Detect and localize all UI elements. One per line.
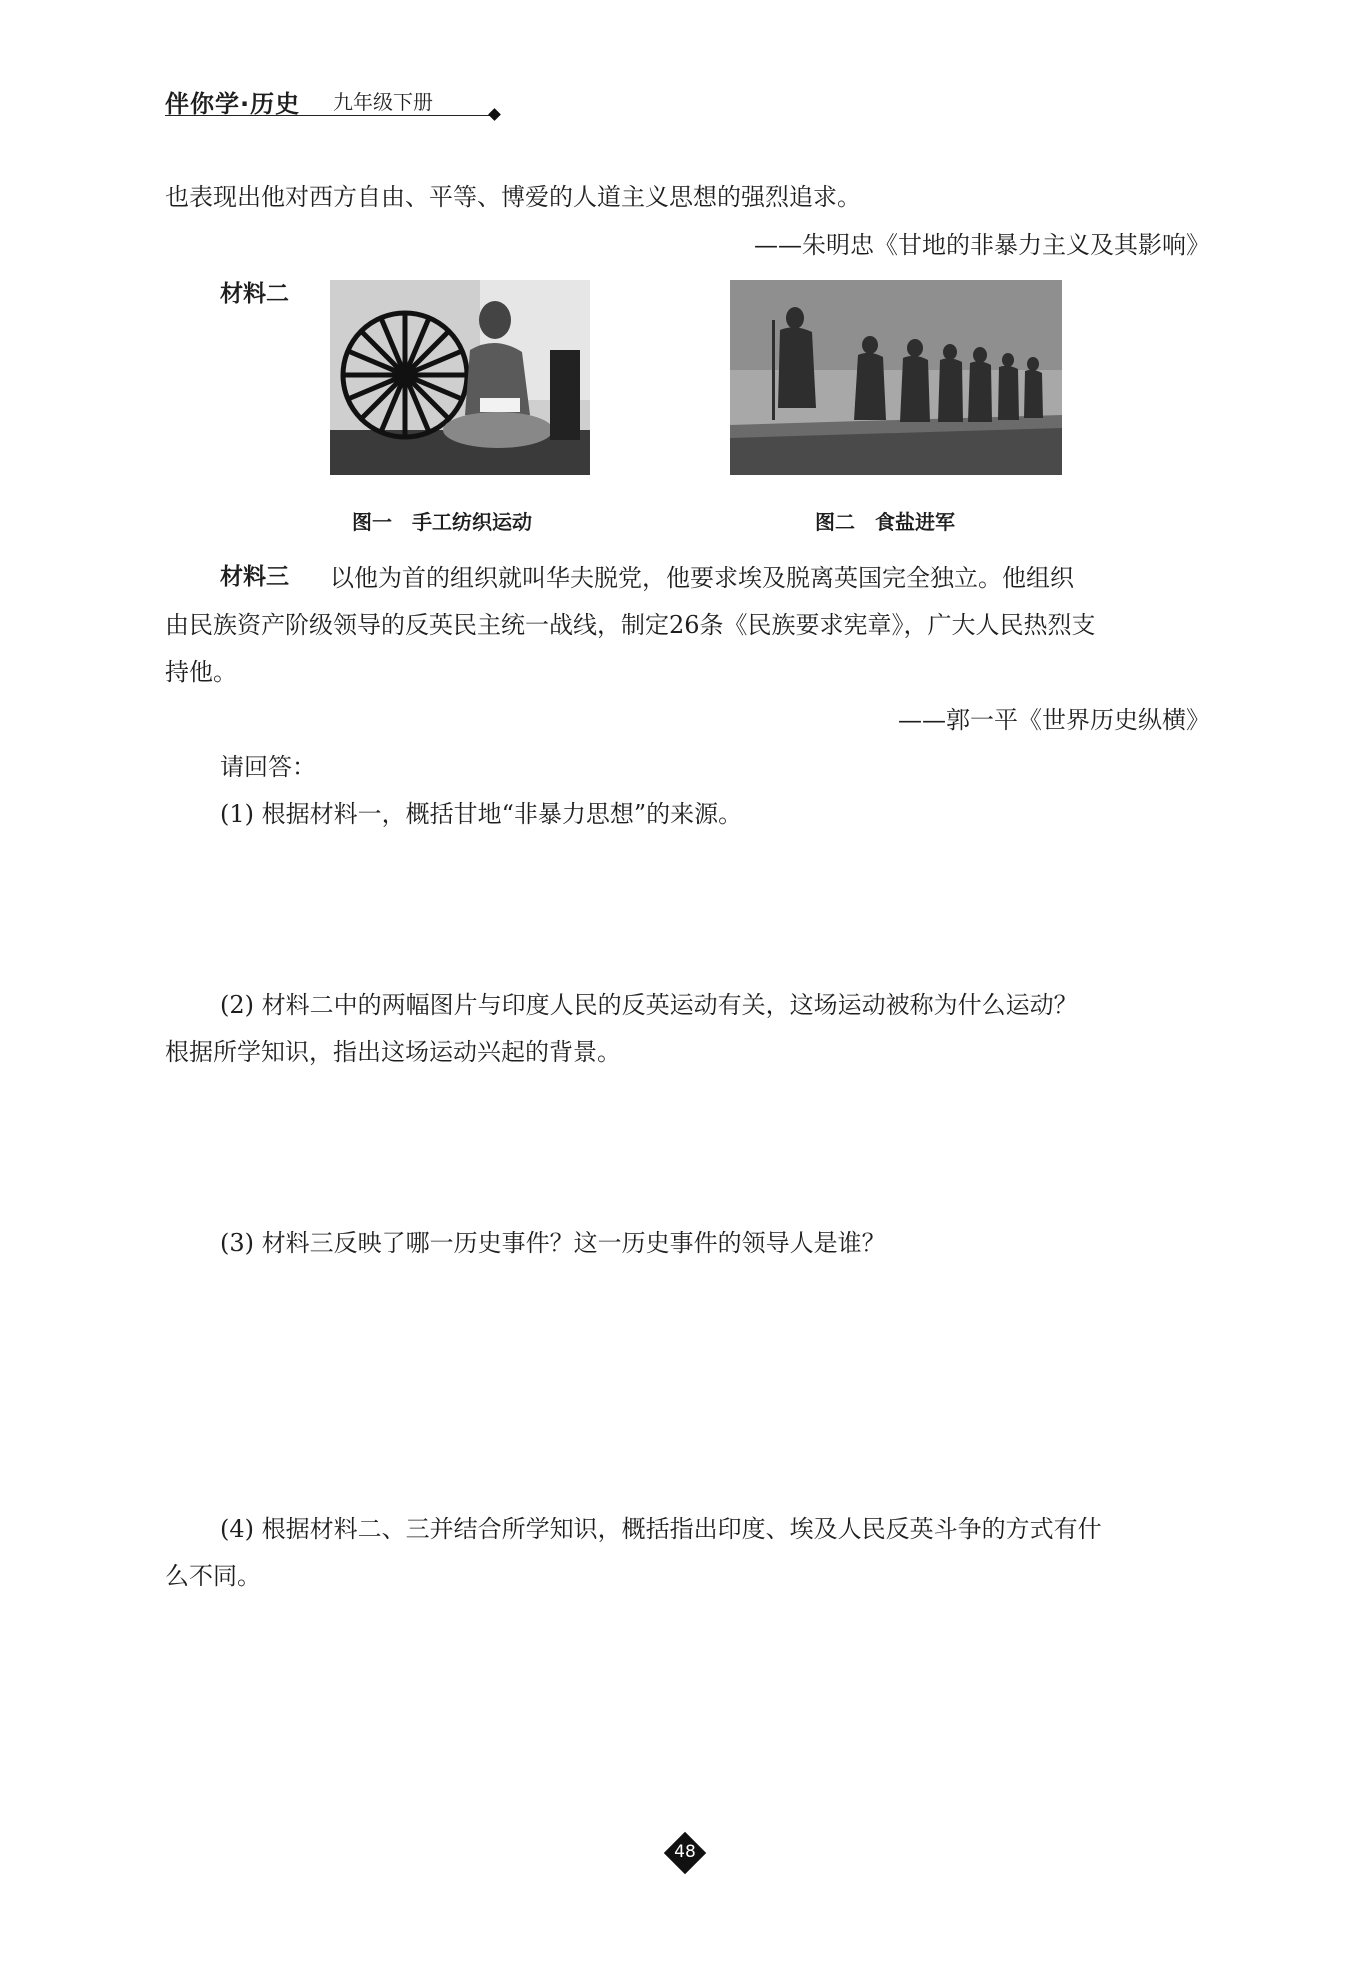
- material-one-source: ——朱明忠《甘地的非暴力主义及其影响》: [754, 231, 1210, 259]
- material-two-label: 材料二: [220, 281, 289, 307]
- material-one-text: 也表现出他对西方自由、平等、博爱的人道主义思想的强烈追求。: [165, 183, 861, 211]
- question-2-line-1: (2) 材料二中的两幅图片与印度人民的反英运动有关，这场运动被称为什么运动？: [220, 991, 1078, 1019]
- header-subtitle: 九年级下册: [333, 90, 433, 114]
- material-three-line-2: 由民族资产阶级领导的反英民主统一战线，制定26条《民族要求宪章》，广大人民热烈支: [165, 611, 1096, 639]
- salt-march-image: [730, 280, 1062, 475]
- header-brand: 伴你学·历史: [165, 90, 301, 118]
- material-three-line-1: 以他为首的组织就叫华夫脱党，他要求埃及脱离英国完全独立。他组织: [330, 564, 1074, 592]
- question-1: (1) 根据材料一，概括甘地“非暴力思想”的来源。: [220, 800, 743, 828]
- page-number: 48: [674, 1842, 696, 1862]
- material-three-label: 材料三: [220, 564, 289, 590]
- question-4-line-1: (4) 根据材料二、三并结合所学知识，概括指出印度、埃及人民反英斗争的方式有什: [220, 1515, 1102, 1543]
- spinning-wheel-image: [330, 280, 590, 475]
- question-4-line-2: 么不同。: [165, 1562, 261, 1590]
- material-three-source: ——郭一平《世界历史纵横》: [898, 706, 1210, 734]
- header-rule: [165, 115, 493, 116]
- page-header: [165, 82, 505, 118]
- salt-march-sculpture-photo: [730, 280, 1062, 475]
- answer-prompt: 请回答：: [220, 753, 316, 781]
- material-three-line-3: 持他。: [165, 658, 237, 686]
- diamond-icon: [488, 108, 501, 121]
- question-2-line-2: 根据所学知识，指出这场运动兴起的背景。: [165, 1038, 621, 1066]
- figure-one-caption: 图一 手工纺织运动: [352, 510, 532, 534]
- page-number-badge: [664, 1832, 706, 1874]
- spinning-wheel-photo: [330, 280, 590, 475]
- figure-two-caption: 图二 食盐进军: [815, 510, 955, 534]
- question-3: (3) 材料三反映了哪一历史事件？这一历史事件的领导人是谁？: [220, 1229, 886, 1257]
